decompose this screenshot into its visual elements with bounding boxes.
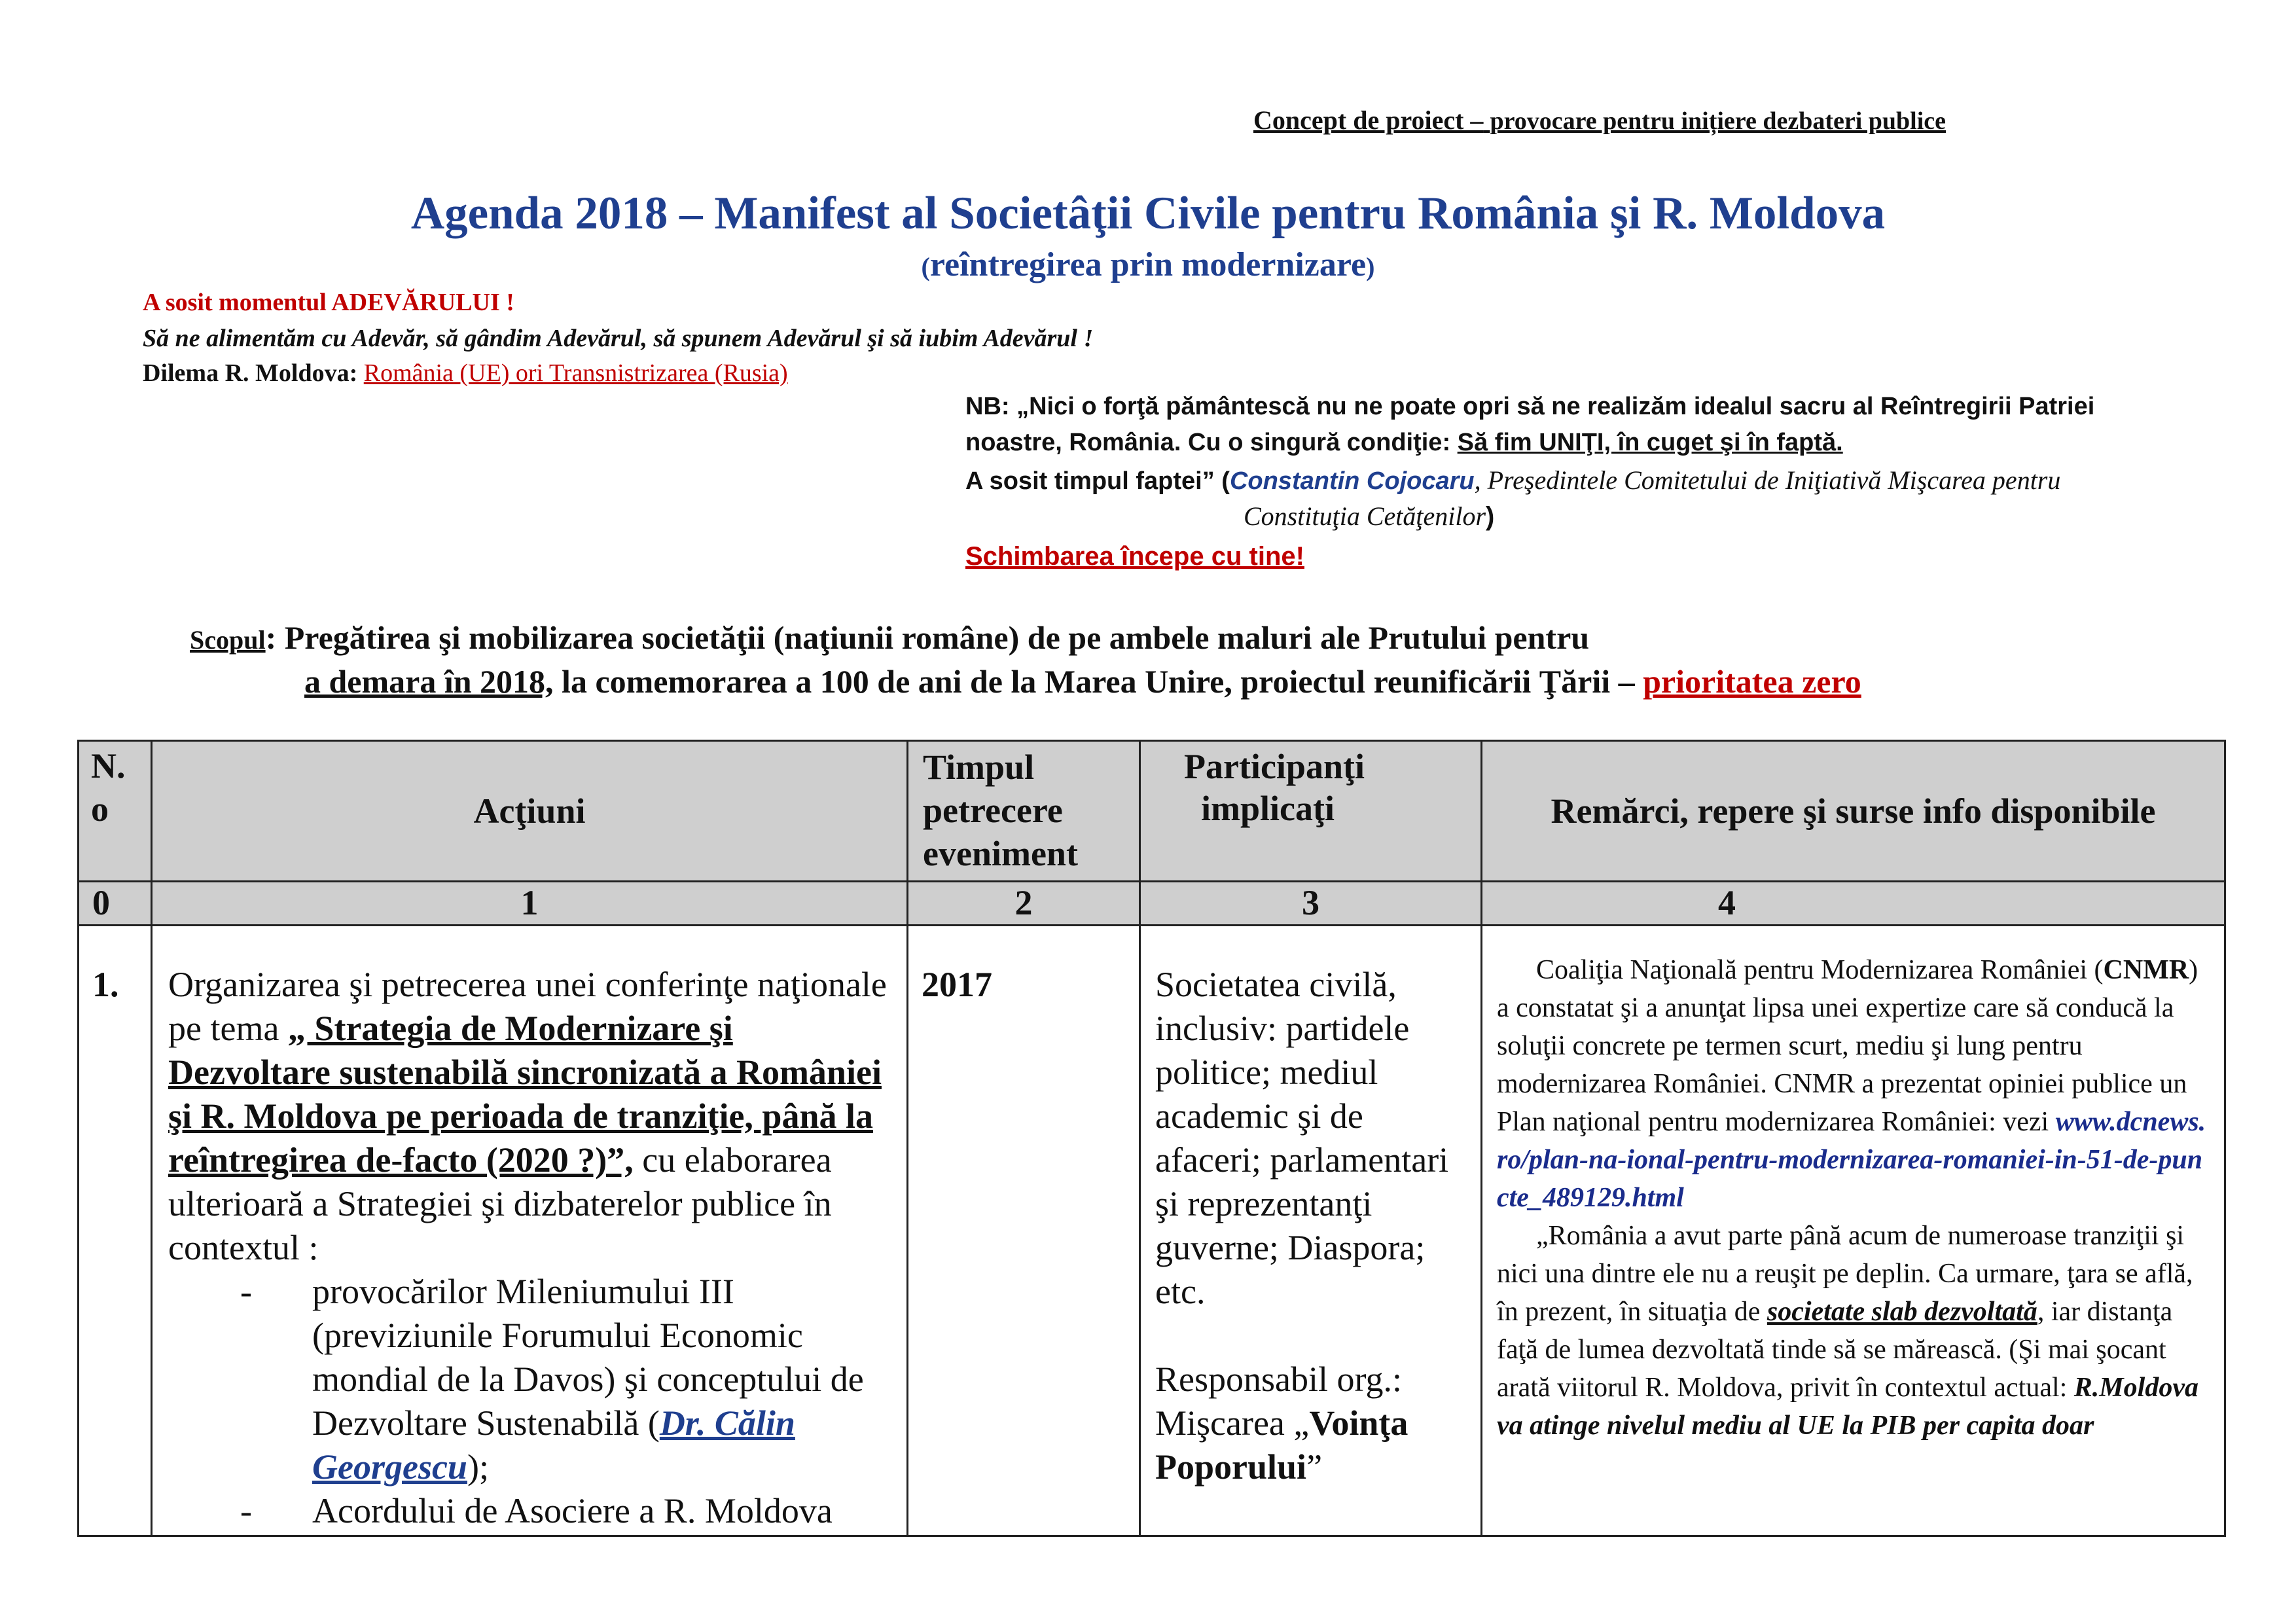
remarks-p2-text: „România a avut parte până acum de numeroase tranziţii şi nici una dintre ele nu a reuşit pe deplin. Ca urmare, ţara se află, în prezent, în situaţia de (1497, 1221, 2193, 1327)
purpose-label: Scopul (190, 625, 266, 655)
purpose-line-2 (304, 662, 1861, 700)
quote-line-3 (965, 465, 2209, 496)
quote-author: Constantin Cojocaru (1229, 467, 1475, 495)
quote-author-role-cont: Constituţia Cetăţenilor (1244, 501, 1486, 531)
action-tail: cu elaborarea ulterioară a Strategiei şi dizbaterelor publice în contextul : (168, 1140, 832, 1267)
remarks-p1-text: Coaliţia Naţională pentru Modernizarea României ( (1536, 955, 2104, 985)
purpose-text-2: la comemorarea a 100 de ani de la Marea Unire, proiectul reunificării Ţării – (553, 663, 1643, 700)
quote-unity: Să fim UNIŢI, în cuget şi în faptă. (1457, 429, 1843, 456)
header-time-line-2: petrecere (923, 791, 1063, 830)
bullet-1-content (312, 1270, 891, 1489)
header-actions (152, 741, 908, 882)
row-remarks (1482, 926, 2224, 1445)
header-participants-line-2: implicaţi (1201, 789, 1335, 828)
quote-close-paren: ) (1486, 502, 1495, 531)
intro-line-1: A sosit momentul ADEVĂRULUI ! (143, 289, 514, 316)
header-actions-label: Acţiuni (473, 791, 586, 831)
header-participants (1140, 741, 1482, 882)
dcnews-link[interactable]: www.dcnews.ro/plan-na-ional-pentru-modernizarea-romaniei-in-51-de-puncte_489129.html (1497, 1107, 2206, 1213)
table-index-row (79, 882, 2225, 926)
remarks-p1-text-2: ) a constatat şi a anunţat lipsa unei expertize care să conducă la soluţii concrete pe termen scurt, mediu şi lung pentru modernizarea României. CNMR a prezentat opiniei publice un Plan naţional pentru modernizarea României: vezi (1497, 955, 2198, 1137)
bullet-2-text: Acordului de Asociere a R. Moldova (312, 1491, 833, 1530)
remarks-p2-text-2: , iar distanţa faţă de lumea dezvoltată tinde să se mărească. (Şi mai şocant arată viitorul R. Moldova, privit în contextul actual: (1497, 1297, 2173, 1403)
concept-subtitle: provocare pentru inițiere dezbateri publice (1490, 107, 1946, 135)
row-number: 1. (92, 965, 119, 1004)
concept-main: Concept de proiect – (1253, 105, 1484, 135)
row-action-cell (152, 926, 908, 1536)
purpose-start: a demara în 2018, (304, 663, 554, 700)
subtitle-close-paren: ) (1366, 252, 1375, 281)
header-participants-line-1: Participanţi (1184, 747, 1365, 786)
subtitle-open-paren: ( (921, 252, 930, 281)
remarks-emphasis: societate slab dezvoltată (1767, 1297, 2037, 1327)
remarks-paragraph-2 (1497, 1217, 2211, 1445)
quote-line-2-text: noastre, România. Cu o singură condiţie: (965, 429, 1458, 456)
index-cell-3: 3 (1140, 882, 1482, 926)
row-participants (1141, 926, 1480, 1489)
row-action (152, 926, 906, 1533)
purpose-text: : Pregătirea şi mobilizarea societăţii (naţiunii române) de pe ambele maluri ale Prutului pentru (265, 619, 1590, 656)
intro-line-2: Să ne alimentăm cu Adevăr, să gândim Adevărul, să spunem Adevărul şi să iubim Adevărul ! (143, 325, 1094, 352)
row-time: 2017 (922, 965, 992, 1004)
bullet-dash: - (240, 1272, 252, 1311)
subtitle-text: reîntregirea prin modernizare (929, 246, 1367, 283)
index-cell-0: 0 (79, 882, 152, 926)
remarks-emphasis-2: R.Moldova va atinge nivelul mediu al UE la PIB per capita doar (1497, 1373, 2198, 1441)
row-participants-cell (1140, 926, 1482, 1536)
action-intro: Organizarea şi petrecerea unei conferinţe naţionale pe tema (168, 965, 887, 1048)
dilemma-label: Dilema R. Moldova: (143, 359, 364, 387)
quote-line-3-text: A sosit timpul faptei” ( (965, 467, 1230, 495)
agenda-table (77, 740, 2226, 1537)
action-bullet-2 (168, 1489, 891, 1533)
table-header-row (79, 741, 2225, 882)
slogan: Schimbarea începe cu tine! (965, 542, 1304, 571)
quote-author-role: , Preşedintele Comitetului de Iniţiativă Mişcarea pentru (1474, 465, 2061, 495)
participants-main: Societatea civilă, inclusiv: partidele politice; mediul academic şi de afaceri; parlamentari şi reprezentanţi guverne; Diaspora; etc. (1155, 965, 1449, 1311)
header-remarks-label: Remărci, repere şi surse info disponibile (1551, 791, 2156, 831)
quote-line-2 (965, 429, 2209, 457)
bullet-1-text: provocărilor Mileniumului III (previziunile Forumului Economic mondial de la Davos) şi conceptului de Dezvoltare Sustenabilă ( (312, 1272, 864, 1443)
header-time-line-3: eveniment (923, 834, 1078, 873)
row-number-cell (79, 926, 152, 1536)
index-cell-4: 4 (1482, 882, 2225, 926)
header-remarks (1482, 741, 2225, 882)
remarks-abbr: CNMR (2103, 955, 2189, 985)
responsible-name: Voinţa Poporului (1155, 1403, 1408, 1487)
remarks-paragraph-1 (1497, 951, 2211, 1217)
header-time (908, 741, 1140, 882)
row-remarks-cell (1482, 926, 2225, 1536)
participants-responsible (1155, 1358, 1466, 1489)
action-bullet-1 (168, 1270, 891, 1489)
quote-line-1: NB: „Nici o forţă pământescă nu ne poate opri să ne realizăm idealul sacru al Reîntregirii Patriei (965, 393, 2095, 420)
intro-line-3 (143, 359, 788, 388)
responsible-label: Responsabil org.: Mişcarea „ (1155, 1360, 1402, 1443)
quote-line-4 (1244, 501, 1494, 532)
purpose-line-1 (190, 619, 1589, 657)
dilemma-link[interactable]: România (UE) ori Transnistrizarea (Rusia) (363, 359, 788, 387)
index-cell-1: 1 (152, 882, 908, 926)
action-topic: „ Strategia de Modernizare şi Dezvoltare sustenabilă sincronizată a României şi R. Moldova pe perioada de tranziţie, până la reîntregirea de-facto (2020 ?)”, (168, 1009, 882, 1180)
index-cell-2: 2 (908, 882, 1140, 926)
document-subtitle (0, 245, 2296, 284)
header-number-line-1: N. (91, 746, 126, 785)
document-title: Agenda 2018 – Manifest al Societâţii Civile pentru România şi R. Moldova (410, 188, 1886, 239)
header-number-line-2: o (91, 789, 109, 829)
georgescu-link[interactable]: Dr. Călin Georgescu (312, 1403, 795, 1487)
responsible-close: ” (1306, 1447, 1323, 1487)
bullet-dash: - (240, 1491, 252, 1530)
header-number (79, 741, 152, 882)
table-row (79, 926, 2225, 1536)
concept-header (1253, 105, 1946, 135)
bullet-1-close: ); (467, 1447, 489, 1487)
header-time-line-1: Timpul (923, 748, 1035, 787)
purpose-priority: prioritatea zero (1643, 663, 1861, 700)
row-time-cell (908, 926, 1140, 1536)
